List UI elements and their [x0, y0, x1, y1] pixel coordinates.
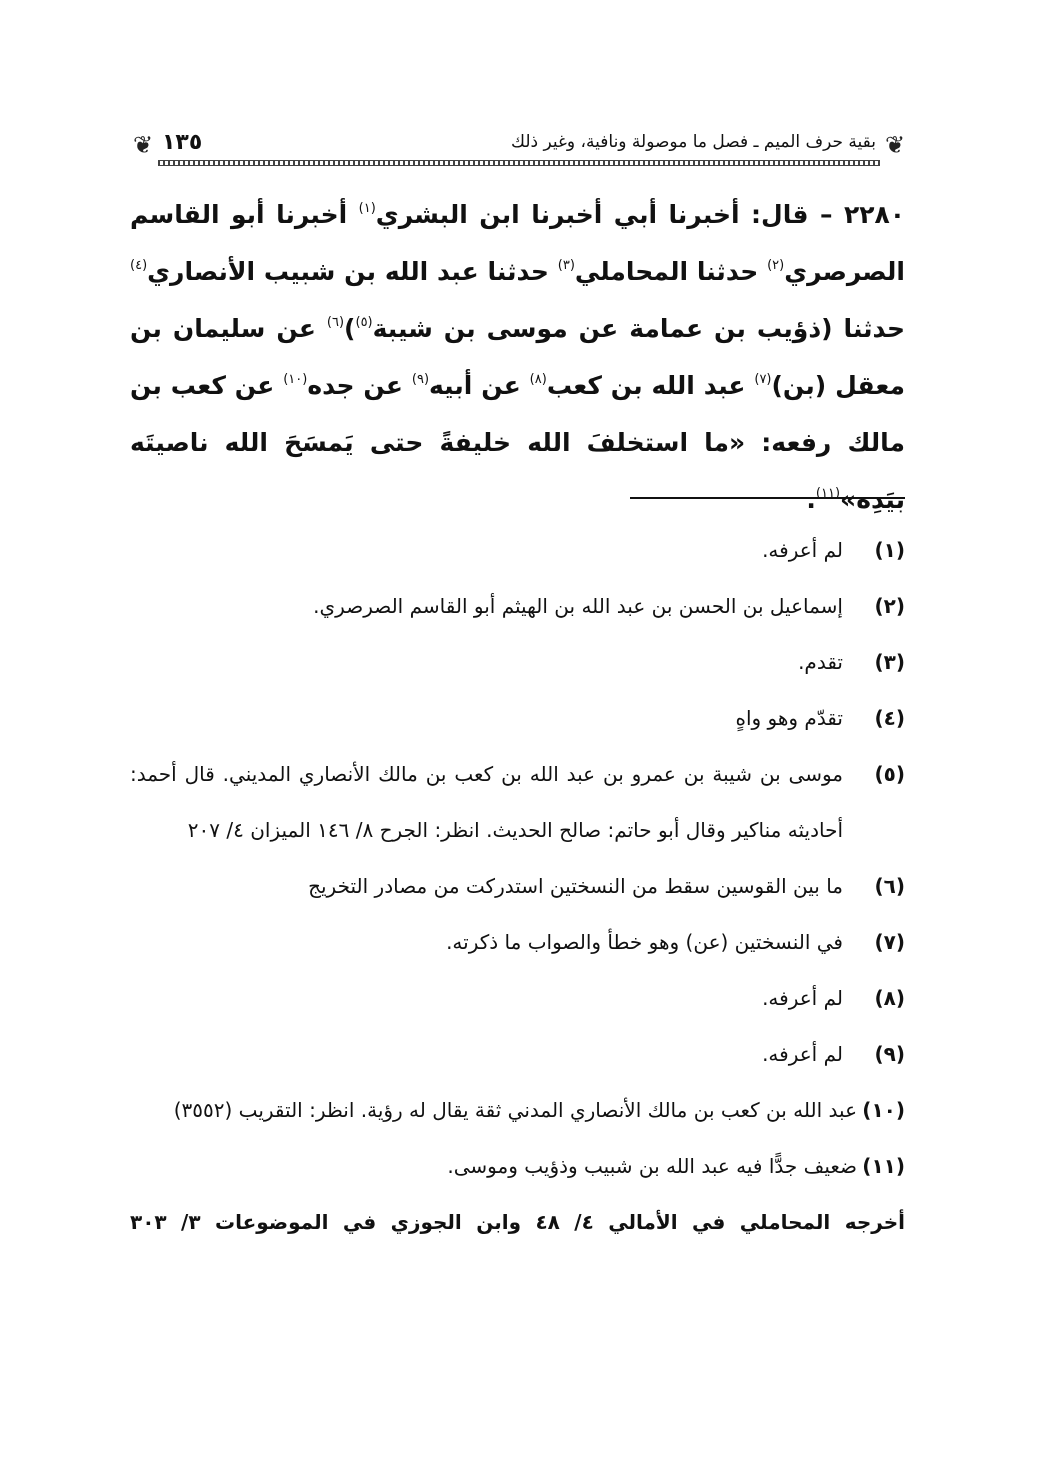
footnote-number: (٢) [874, 594, 905, 618]
footnotes [130, 522, 905, 1250]
footnote-item [130, 970, 905, 1026]
hadith-text-9: عن أبيه [429, 371, 530, 400]
footnote-item [130, 634, 905, 690]
footnote-text: في النسختين (عن) وهو خطأ والصواب ما ذكرته. [446, 930, 843, 954]
hadith-text-4: حدثنا عبد الله بن شبيب الأنصاري [147, 257, 558, 286]
footnote-ref[interactable]: (٢) [767, 258, 785, 273]
footnote-text: تقدّم وهو واهٍ [735, 706, 843, 730]
hadith-text-5: حدثنا (ذؤيب بن عمامة عن موسى بن شيبة [372, 314, 905, 343]
footnote-ref[interactable]: (١١) [815, 486, 841, 501]
footnote-ref[interactable]: (٧) [754, 372, 772, 387]
hadith-text-6: ) [344, 314, 356, 343]
footnote-number: (١٠) [862, 1098, 905, 1122]
footnote-text: موسى بن شيبة بن عمرو بن عبد الله بن كعب بن مالك الأنصاري المديني. قال أحمد: أحاديثه مناكير وقال أبو حاتم: صالح الحديث. انظر: الجرح ٨/ ١٤٦ الميزان ٤/ ٢٠٧ [130, 762, 843, 842]
footnote-text: لم أعرفه. [762, 538, 843, 562]
footnote-ref[interactable]: (٤) [130, 258, 148, 273]
footnote-ref[interactable]: (٥) [355, 315, 373, 330]
footnote-ref[interactable]: (٣) [557, 258, 575, 273]
footnote-number: (٣) [874, 650, 905, 674]
ornament-right-icon: ❦ [884, 131, 906, 159]
hadith-text-7: عن سليمان بن معقل (بن) [130, 314, 906, 400]
hadith-text-10: عن جده [307, 371, 412, 400]
footnote-item [130, 578, 905, 634]
footnote-text: لم أعرفه. [762, 1042, 843, 1066]
footnote-number: (٤) [874, 706, 905, 730]
footnote-number: (٨) [874, 986, 905, 1010]
header-rule [158, 160, 880, 166]
footnote-item [130, 746, 905, 858]
hadith-text-1: – قال: أخبرنا أبي أخبرنا ابن البشري [375, 200, 833, 229]
hadith-text-8: عبد الله بن كعب [546, 371, 755, 400]
footnote-text: ضعيف جدًّا فيه عبد الله بن شبيب وذؤيب وموسى. [447, 1154, 857, 1178]
hadith-text-3: حدثنا المحاملي [574, 257, 768, 286]
hadith-text-2: أخبرنا أبو القاسم الصرصري [130, 200, 905, 286]
takhrij-line: أخرجه المحاملي في الأمالي ٤/ ٤٨ وابن الجوزي في الموضوعات ٣/ ٣٠٣ [130, 1210, 905, 1234]
footnote-ref[interactable]: (١) [358, 201, 376, 216]
footnote-text: لم أعرفه. [762, 986, 843, 1010]
footnote-ref[interactable]: (٦) [326, 315, 345, 330]
hadith-text-12: . [806, 485, 816, 514]
footnote-ref[interactable]: (١٠) [283, 372, 308, 387]
footnote-item [130, 690, 905, 746]
footnote-item [130, 522, 905, 578]
page-number: ١٣٥ [162, 130, 203, 155]
footnote-item [130, 1082, 905, 1138]
footnote-separator [630, 497, 905, 499]
footnote-item [130, 858, 905, 914]
footnote-ref[interactable]: (٨) [529, 372, 547, 387]
footnote-text: تقدم. [798, 650, 843, 674]
footnote-item [130, 914, 905, 970]
footnote-number: (١١) [862, 1154, 905, 1178]
footnote-number: (٩) [874, 1042, 905, 1066]
footnote-ref[interactable]: (٩) [411, 372, 430, 387]
ornament-left-icon: ❦ [132, 131, 154, 159]
footnote-text: ما بين القوسين سقط من النسختين استدركت من مصادر التخريج [308, 874, 843, 898]
running-title: بقية حرف الميم ـ فصل ما موصولة ونافية، وغير ذلك [511, 132, 876, 152]
footnote-number: (١) [874, 538, 905, 562]
hadith-number: ٢٢٨٠ [843, 200, 905, 229]
footnote-text: عبد الله بن كعب بن مالك الأنصاري المدني ثقة يقال له رؤية. انظر: التقريب (٣٥٥٢) [173, 1098, 857, 1122]
hadith-text-11: عن كعب بن مالك رفعه: «ما استخلفَ الله خليفةً حتى يَمسَحَ الله ناصيتَه بيَدِه» [130, 371, 905, 514]
running-header [128, 128, 910, 168]
hadith-paragraph [130, 186, 905, 528]
footnote-item [130, 1026, 905, 1082]
footnote-item [130, 1138, 905, 1194]
footnote-text: إسماعيل بن الحسن بن عبد الله بن الهيثم أبو القاسم الصرصري. [313, 594, 843, 618]
footnote-number: (٦) [874, 874, 905, 898]
footnote-number: (٥) [874, 762, 905, 786]
footnote-number: (٧) [874, 930, 905, 954]
